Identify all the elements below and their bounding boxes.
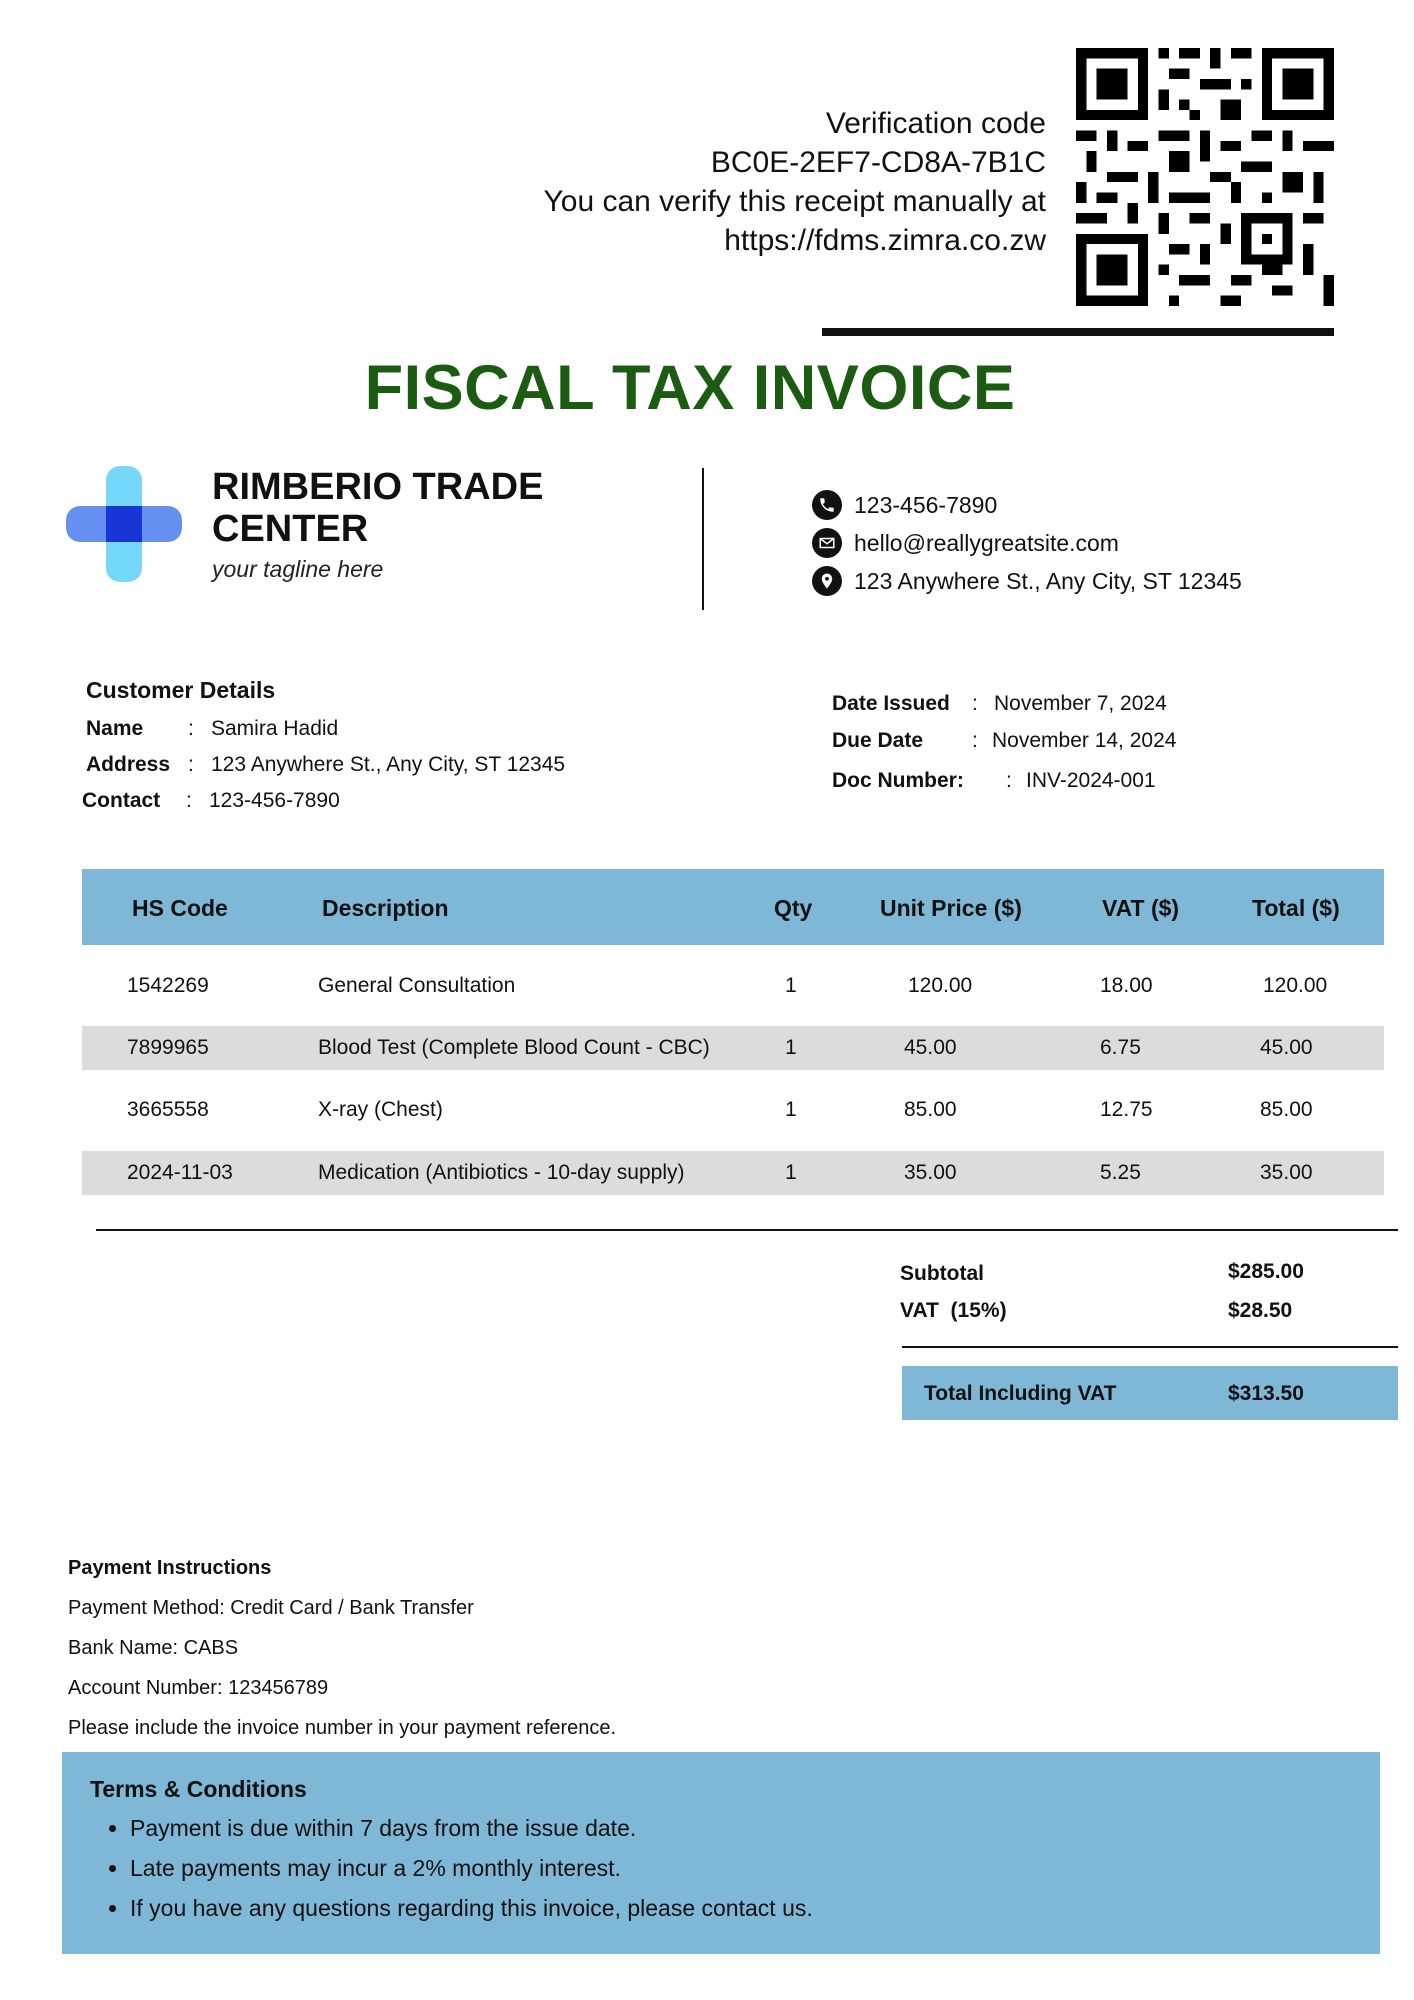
qr-code-icon [1076, 48, 1334, 306]
company-name: RIMBERIO TRADE CENTER [212, 466, 544, 550]
cell-description: General Consultation [318, 974, 516, 997]
company-contacts [812, 486, 1242, 600]
cell-unit-price: 120.00 [908, 974, 973, 997]
cell-unit-price: 85.00 [904, 1098, 957, 1121]
customer-contact-label: Contact [82, 789, 161, 812]
cell-unit-price: 45.00 [904, 1036, 957, 1059]
cell-hs-code: 2024-11-03 [127, 1161, 233, 1184]
due-date-label: Due Date [832, 729, 924, 752]
cell-vat: 18.00 [1100, 974, 1153, 997]
header-hs-code: HS Code [132, 895, 228, 921]
customer-contact-sep: : [186, 789, 192, 812]
payment-note: Please include the invoice number in your payment reference. [68, 1717, 617, 1739]
vat-value: $28.50 [1228, 1299, 1293, 1322]
cell-hs-code: 3665558 [127, 1098, 209, 1121]
account-number: Account Number: 123456789 [68, 1677, 329, 1699]
due-date-sep: : [972, 729, 978, 752]
cell-total: 120.00 [1263, 974, 1328, 997]
terms-title: Terms & Conditions [90, 1776, 307, 1802]
company-phone[interactable]: 123-456-7890 [854, 491, 998, 518]
table-row [82, 1088, 1384, 1132]
header-qty: Qty [774, 895, 813, 921]
list-item: • Late payments may incur a 2% monthly interest. [130, 1848, 813, 1888]
cell-total: 45.00 [1260, 1036, 1313, 1059]
cell-qty: 1 [785, 1036, 797, 1059]
company-logo-icon [66, 466, 182, 582]
items-table-header [82, 869, 1384, 945]
payment-title: Payment Instructions [68, 1557, 272, 1579]
cell-description: X-ray (Chest) [318, 1098, 443, 1121]
cell-qty: 1 [785, 1161, 797, 1184]
company-tagline: your tagline here [212, 556, 384, 582]
verification-url[interactable]: https://fdms.zimra.co.zw [724, 224, 1046, 257]
doc-number: INV-2024-001 [1026, 769, 1156, 792]
verification-code: BC0E-2EF7-CD8A-7B1C [710, 146, 1046, 179]
date-issued-label: Date Issued [832, 692, 950, 715]
invoice-title: FISCAL TAX INVOICE [364, 353, 1016, 423]
subtotal-value: $285.00 [1228, 1260, 1304, 1283]
cell-description: Medication (Antibiotics - 10-day supply) [318, 1161, 685, 1184]
customer-address-label: Address [86, 753, 171, 776]
summary-divider [902, 1346, 1398, 1348]
total-box [902, 1366, 1398, 1420]
customer-address-sep: : [188, 753, 194, 776]
cell-total: 85.00 [1260, 1098, 1313, 1121]
email-icon [812, 528, 842, 558]
verification-label: Verification code [825, 107, 1046, 140]
doc-number-label: Doc Number: [832, 769, 964, 792]
contact-email-row [812, 524, 1242, 562]
phone-icon [812, 490, 842, 520]
cell-qty: 1 [785, 1098, 797, 1121]
customer-address: 123 Anywhere St., Any City, ST 12345 [211, 753, 566, 776]
bank-name: Bank Name: CABS [68, 1637, 239, 1659]
cell-hs-code: 7899965 [127, 1036, 209, 1059]
header-description: Description [322, 895, 449, 921]
contact-address-row [812, 562, 1242, 600]
customer-details-title: Customer Details [86, 677, 276, 703]
subtotal-label: Subtotal [900, 1262, 984, 1285]
customer-name: Samira Hadid [211, 717, 339, 740]
header-unit-price: Unit Price ($) [880, 895, 1022, 921]
table-row [82, 1151, 1384, 1195]
cell-vat: 5.25 [1100, 1161, 1141, 1184]
payment-instructions [68, 1548, 616, 1748]
cell-description: Blood Test (Complete Blood Count - CBC) [318, 1036, 710, 1059]
table-row [82, 964, 1384, 1008]
cell-unit-price: 35.00 [904, 1161, 957, 1184]
cell-qty: 1 [785, 974, 797, 997]
cell-hs-code: 1542269 [127, 974, 209, 997]
verification-block [426, 104, 1046, 260]
payment-method: Payment Method: Credit Card / Bank Transfer [68, 1597, 474, 1619]
header-total: Total ($) [1252, 895, 1340, 921]
date-issued-sep: : [972, 692, 978, 715]
terms-box [62, 1752, 1380, 1954]
cell-vat: 12.75 [1100, 1098, 1153, 1121]
list-item: • If you have any questions regarding this invoice, please contact us. [130, 1888, 813, 1928]
date-issued: November 7, 2024 [994, 692, 1167, 715]
table-bottom-divider [96, 1229, 1398, 1231]
terms-list [102, 1808, 813, 1928]
verification-manual-text: You can verify this receipt manually at [543, 185, 1046, 218]
contact-phone-row [812, 486, 1242, 524]
customer-contact: 123-456-7890 [209, 789, 340, 812]
location-pin-icon [812, 566, 842, 596]
header-vat: VAT ($) [1102, 895, 1180, 921]
list-item: • Payment is due within 7 days from the issue date. [130, 1808, 813, 1848]
due-date: November 14, 2024 [992, 729, 1177, 752]
customer-name-sep: : [188, 717, 194, 740]
customer-name-label: Name [86, 717, 144, 740]
total-value: $313.50 [1228, 1382, 1304, 1405]
doc-number-sep: : [1006, 769, 1012, 792]
top-divider [822, 328, 1334, 336]
cell-vat: 6.75 [1100, 1036, 1141, 1059]
cell-total: 35.00 [1260, 1161, 1313, 1184]
total-label: Total Including VAT [924, 1382, 1117, 1405]
table-row [82, 1026, 1384, 1070]
vat-label: VAT (15%) [900, 1299, 1007, 1322]
header-divider [702, 468, 704, 610]
company-email[interactable]: hello@reallygreatsite.com [854, 529, 1119, 556]
company-address: 123 Anywhere St., Any City, ST 12345 [854, 567, 1242, 594]
